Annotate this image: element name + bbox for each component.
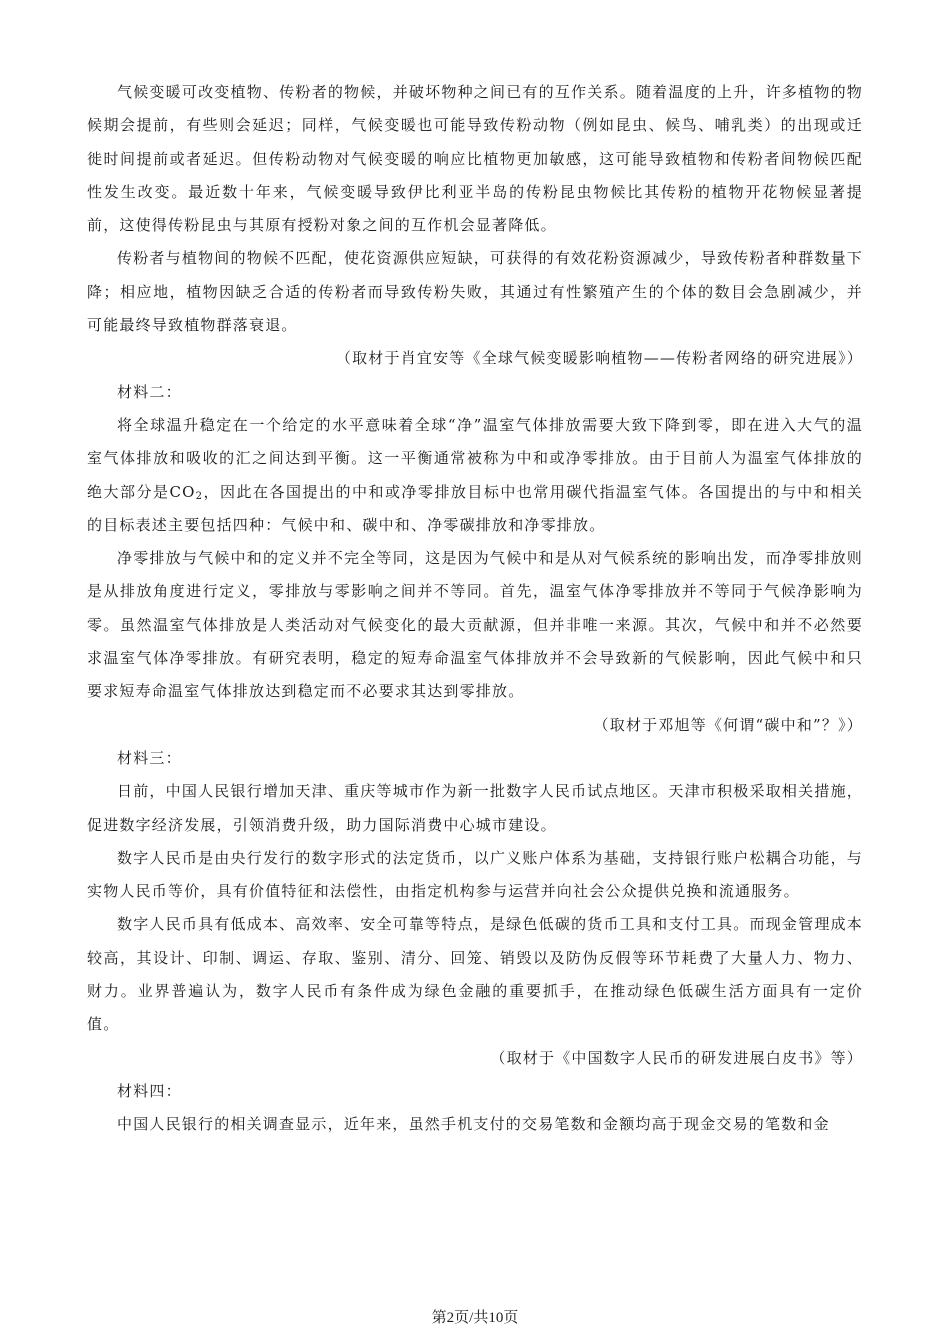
paragraph: 数字人民币具有低成本、高效率、安全可靠等特点，是绿色低碳的货币工具和支付工具。而现金管理成本较高，其设计、印制、调运、存取、鉴别、清分、回笼、销毁以及防伪反假等环节耗费了大量人力、物力、财力。业界普遍认为，数字人民币有条件成为绿色金融的重要抓手，在推动绿色低碳生活方面具有一定价值。 [87,915,863,1034]
text-run: 将全球温升稳定在一个给定的水平意味着全球“净”温室气体排放需要大致下降到零，即在进入大气的温室气体排放和吸收的汇之间达到平衡。这一平衡通常被称为中和或净零排放。由于目前人为温室气体排放的绝大部分是 [87,415,863,501]
section-label: 材料四： [117,1081,182,1100]
paragraph: 传粉者与植物间的物候不匹配，使花资源供应短缺，可获得的有效花粉资源减少，导致传粉者种群数量下降；相应地，植物因缺乏合适的传粉者而导致传粉失败，其通过有性繁殖产生的个体的数目会急剧减少，并可能最终导致植物群落衰退。 [87,249,863,335]
section-label: 材料二： [117,382,182,401]
source-citation: （取材于邓旭等《何谓“碳中和”？》） [593,715,863,734]
paragraph [87,409,863,542]
subscript: 2 [195,490,204,502]
source-citation: （取材于肖宜安等《全球气候变暖影响植物——传粉者网络的研究进展》） [335,349,863,368]
paragraph: 数字人民币是由央行发行的数字形式的法定货币，以广义账户体系为基础，支持银行账户松耦合功能，与实物人民币等价，具有价值特征和法偿性，由指定机构参与运营并向社会公众提供兑换和流通服务。 [87,848,863,901]
source-citation: （取材于《中国数字人民币的研发进展白皮书》等） [490,1048,863,1067]
section-label: 材料三： [117,748,182,767]
text-run: ，因此在各国提出的中和或净零排放目标中也常用碳代指温室气体。各国提出的与中和相关的目标表述主要包括四种：气候中和、碳中和、净零碳排放和净零排放。 [87,482,863,534]
chemical-formula: CO [169,482,196,501]
paragraph: 气候变暖可改变植物、传粉者的物候，并破坏物种之间已有的互作关系。随着温度的上升，许多植物的物候期会提前，有些则会延迟；同样，气候变暖也可能导致传粉动物（例如昆虫、候鸟、哺乳类）的出现或迁徙时间提前或者延迟。但传粉动物对气候变暖的响应比植物更加敏感，这可能导致植物和传粉者间物候匹配性发生改变。最近数十年来，气候变暖导致伊比利亚半岛的传粉昆虫物候比其传粉的植物开花物候显著提前，这使得传粉昆虫与其原有授粉对象之间的互作机会显著降低。 [87,83,863,235]
paragraph: 净零排放与气候中和的定义并不完全等同，这是因为气候中和是从对气候系统的影响出发，而净零排放则是从排放角度进行定义，零排放与零影响之间并不等同。首先，温室气体净零排放并不等同于气候净影响为零。虽然温室气体排放是人类活动对气候变化的最大贡献源，但并非唯一来源。其次，气候中和并不必然要求温室气体净零排放。有研究表明，稳定的短寿命温室气体排放并不会导致新的气候影响，因此气候中和只要求短寿命温室气体排放达到稳定而不必要求其达到零排放。 [87,549,863,701]
paragraph: 日前，中国人民银行增加天津、重庆等城市作为新一批数字人民币试点地区。天津市积极采取相关措施，促进数字经济发展，引领消费升级，助力国际消费中心城市建设。 [87,782,863,834]
paragraph: 中国人民银行的相关调查显示，近年来，虽然手机支付的交易笔数和金额均高于现金交易的笔数和金 [117,1115,830,1134]
document-body [87,76,863,1142]
page-footer: 第2页/共10页 [431,1310,519,1326]
